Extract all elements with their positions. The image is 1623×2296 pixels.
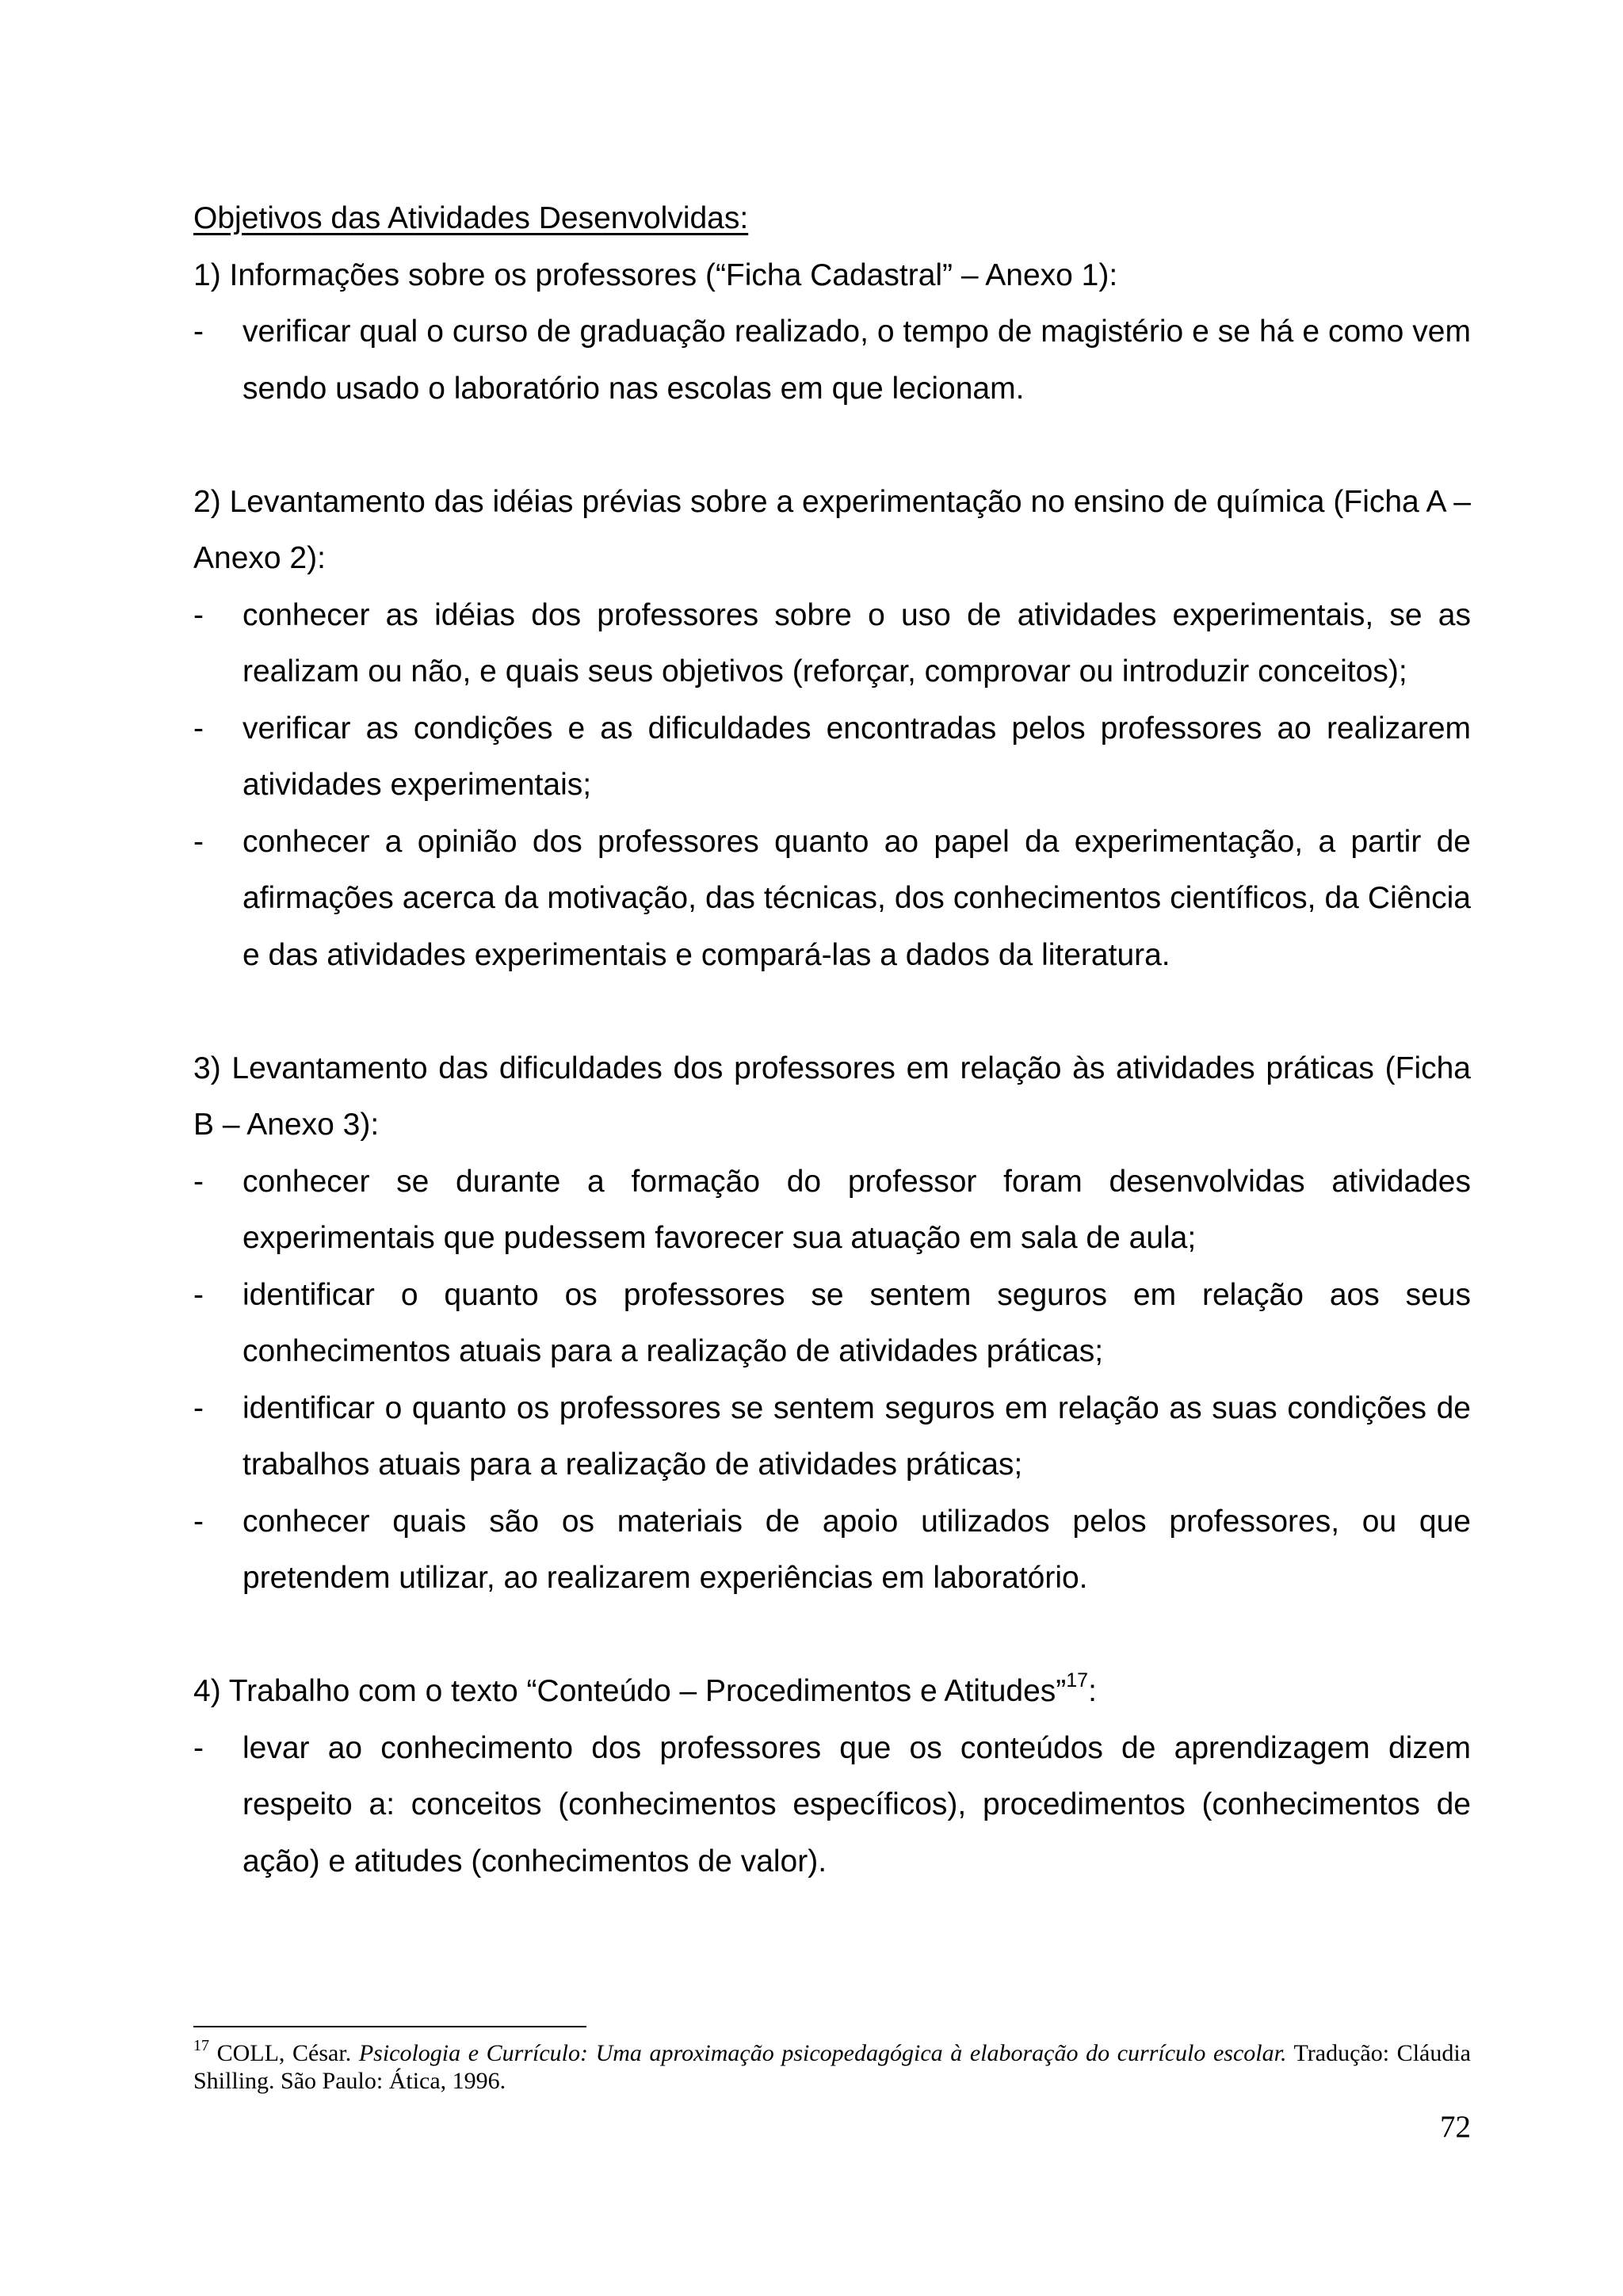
section-4-title xyxy=(193,1663,1471,1720)
list-item-text: identificar o quanto os professores se sentem seguros em relação aos seus conhecimentos atuais para a realização de atividades práticas; xyxy=(242,1277,1471,1368)
bullet-dash: - xyxy=(193,1277,204,1312)
bullet-dash: - xyxy=(193,1504,204,1539)
footnote-separator xyxy=(193,2026,586,2027)
section-1-title: 1) Informações sobre os professores (“Ficha Cadastral” – Anexo 1): xyxy=(193,257,1118,292)
list-item xyxy=(193,1380,1471,1493)
bullet-dash: - xyxy=(193,1730,204,1765)
footnote-number: 17 xyxy=(193,2037,209,2054)
footnote xyxy=(193,2039,1471,2095)
section-4-title-colon: : xyxy=(1088,1674,1097,1708)
section-4-title-text: 4) Trabalho com o texto “Conteúdo – Procedimentos e Atitudes” xyxy=(193,1674,1067,1708)
list-item-text: verificar qual o curso de graduação realizado, o tempo de magistério e se há e como vem sendo usado o laboratório nas escolas em que lecionam. xyxy=(242,315,1471,406)
section-2-title: 2) Levantamento das idéias prévias sobre a experimentação no ensino de química (Ficha A – Anexo 2): xyxy=(193,484,1471,575)
list-item xyxy=(193,587,1471,700)
section-3-title: 3) Levantamento das dificuldades dos professores em relação às atividades práticas (Ficha B – Anexo 3): xyxy=(193,1051,1471,1142)
bullet-dash: - xyxy=(193,597,204,632)
list-item-text: verificar as condições e as dificuldades encontradas pelos professores ao realizarem atividades experimentais; xyxy=(242,711,1471,802)
footnote-reference[interactable]: 17 xyxy=(1066,1669,1089,1691)
footnote-title: Psicologia e Currículo: Uma aproximação psicopedagógica à elaboração do currículo escolar. xyxy=(358,2040,1287,2066)
list-item-text: conhecer as idéias dos professores sobre o uso de atividades experimentais, se as realizam ou não, e quais seus objetivos (reforçar, comprovar ou introduzir conceitos); xyxy=(242,597,1471,688)
page-number: 72 xyxy=(1440,2110,1471,2144)
list-item-text: levar ao conhecimento dos professores que os conteúdos de aprendizagem dizem respeito a: conceitos (conhecimentos específicos), procedimentos (conhecimentos de ação) e atitudes (conhecimentos de valor). xyxy=(242,1730,1471,1878)
bullet-dash: - xyxy=(193,1164,204,1199)
footnote-publication: Tradução: Cláudia Shilling. São Paulo: Ática, 1996. xyxy=(193,2040,1471,2094)
list-item xyxy=(193,303,1471,417)
bullet-dash: - xyxy=(193,711,204,746)
bullet-dash: - xyxy=(193,315,204,349)
footnote-author: COLL, César. xyxy=(216,2040,352,2066)
section-heading: Objetivos das Atividades Desenvolvidas: xyxy=(193,201,749,235)
bullet-dash: - xyxy=(193,824,204,859)
list-item xyxy=(193,1267,1471,1380)
list-item-text: conhecer se durante a formação do professor foram desenvolvidas atividades experimentais que pudessem favorecer sua atuação em sala de aula; xyxy=(242,1164,1471,1255)
list-item xyxy=(193,814,1471,984)
list-item-text: identificar o quanto os professores se sentem seguros em relação as suas condições de trabalhos atuais para a realização de atividades práticas; xyxy=(242,1390,1471,1482)
bullet-dash: - xyxy=(193,1390,204,1425)
list-item-text: conhecer a opinião dos professores quanto ao papel da experimentação, a partir de afirmações acerca da motivação, das técnicas, dos conhecimentos científicos, da Ciência e das atividades experimentais e compará-las a dados da literatura. xyxy=(242,824,1471,972)
list-item xyxy=(193,1720,1471,1890)
list-item xyxy=(193,1493,1471,1607)
list-item xyxy=(193,700,1471,814)
page-body xyxy=(193,190,1471,1890)
list-item-text: conhecer quais são os materiais de apoio utilizados pelos professores, ou que pretendem utilizar, ao realizarem experiências em laboratório. xyxy=(242,1504,1471,1595)
list-item xyxy=(193,1154,1471,1267)
